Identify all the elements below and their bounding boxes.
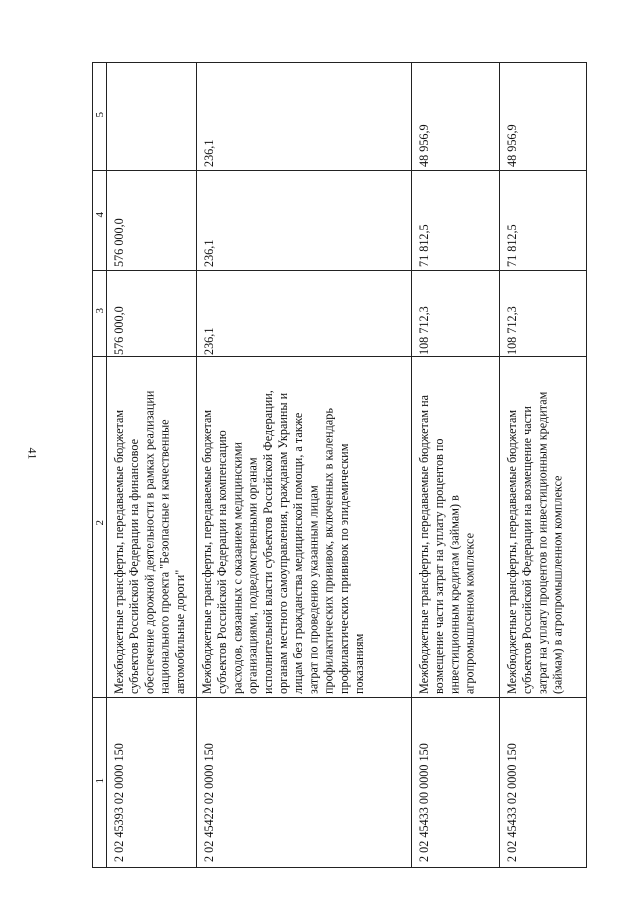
table-border bbox=[106, 62, 107, 868]
table-row-1-code: 2 02 45393 02 0000 150 bbox=[112, 743, 126, 862]
table-border bbox=[92, 867, 587, 868]
header-col-1: 1 bbox=[94, 778, 106, 784]
table-row-4-value-3: 108 712,3 bbox=[505, 306, 519, 355]
header-col-5: 5 bbox=[94, 112, 106, 118]
table-row-3-value-3: 108 712,3 bbox=[417, 306, 431, 355]
page-number: 41 bbox=[25, 447, 40, 460]
header-col-3: 3 bbox=[94, 308, 106, 314]
table-row-3-value-5: 48 956,9 bbox=[417, 124, 431, 167]
header-col-4: 4 bbox=[94, 212, 106, 218]
table-row-2-value-5: 236,1 bbox=[202, 139, 216, 167]
header-col-2: 2 bbox=[94, 520, 106, 526]
table-row-1-value-4: 576 000,0 bbox=[112, 218, 126, 267]
table-row-1-value-3: 576 000,0 bbox=[112, 306, 126, 355]
table-border bbox=[92, 170, 587, 171]
table-row-2-value-3: 236,1 bbox=[202, 327, 216, 355]
table-row-2-value-4: 236,1 bbox=[202, 239, 216, 267]
table-row-3-code: 2 02 45433 00 0000 150 bbox=[417, 743, 431, 862]
table-row-4-value-4: 71 812,5 bbox=[505, 224, 519, 267]
table-row-2-code: 2 02 45422 02 0000 150 bbox=[202, 743, 216, 862]
table-row-1-name: Межбюджетные трансферты, передаваемые бюджетам субъектов Российской Федерации на финансовое обеспечение дорожной деятельности в рамках реализации национального проекта "Безопасные и качественные автомобильные дороги" bbox=[112, 390, 187, 694]
table-row-3-value-4: 71 812,5 bbox=[417, 224, 431, 267]
table-border bbox=[92, 62, 93, 868]
table-border bbox=[92, 270, 587, 271]
table-border bbox=[92, 697, 587, 698]
table-row-4-value-5: 48 956,9 bbox=[505, 124, 519, 167]
table-row-4-name: Межбюджетные трансферты, передаваемые бюджетам субъектов Российской Федерации на возмещение части затрат на уплату процентов по инвестиционным кредитам (займам) в агропромышленном комплексе bbox=[505, 391, 565, 694]
table-border bbox=[196, 62, 197, 868]
table-border bbox=[499, 62, 500, 868]
table-border bbox=[411, 62, 412, 868]
table-row-4-code: 2 02 45433 02 0000 150 bbox=[505, 743, 519, 862]
table-border bbox=[92, 356, 587, 357]
table-row-3-name: Межбюджетные трансферты, передаваемые бюджетам на возмещение части затрат на уплату процентов по инвестиционным кредитам (займам) в агропромышленном комплексе bbox=[417, 394, 477, 694]
table-row-2-name: Межбюджетные трансферты, передаваемые бюджетам субъектов Российской Федерации на компенсацию расходов, связанных с оказанием медицинскими организациями, подведомственными органам исполнительной власти субъектов Российской Федерации, органам местного самоуправления, гражданам Украины и лицам без гражданства медицинской помощи, а также затрат по проведению указанным лицам профилактических прививок, включенных в календарь профилактических прививок по эпидемическим показаниям bbox=[200, 390, 367, 694]
table-border bbox=[586, 62, 587, 868]
table-border bbox=[92, 62, 587, 63]
